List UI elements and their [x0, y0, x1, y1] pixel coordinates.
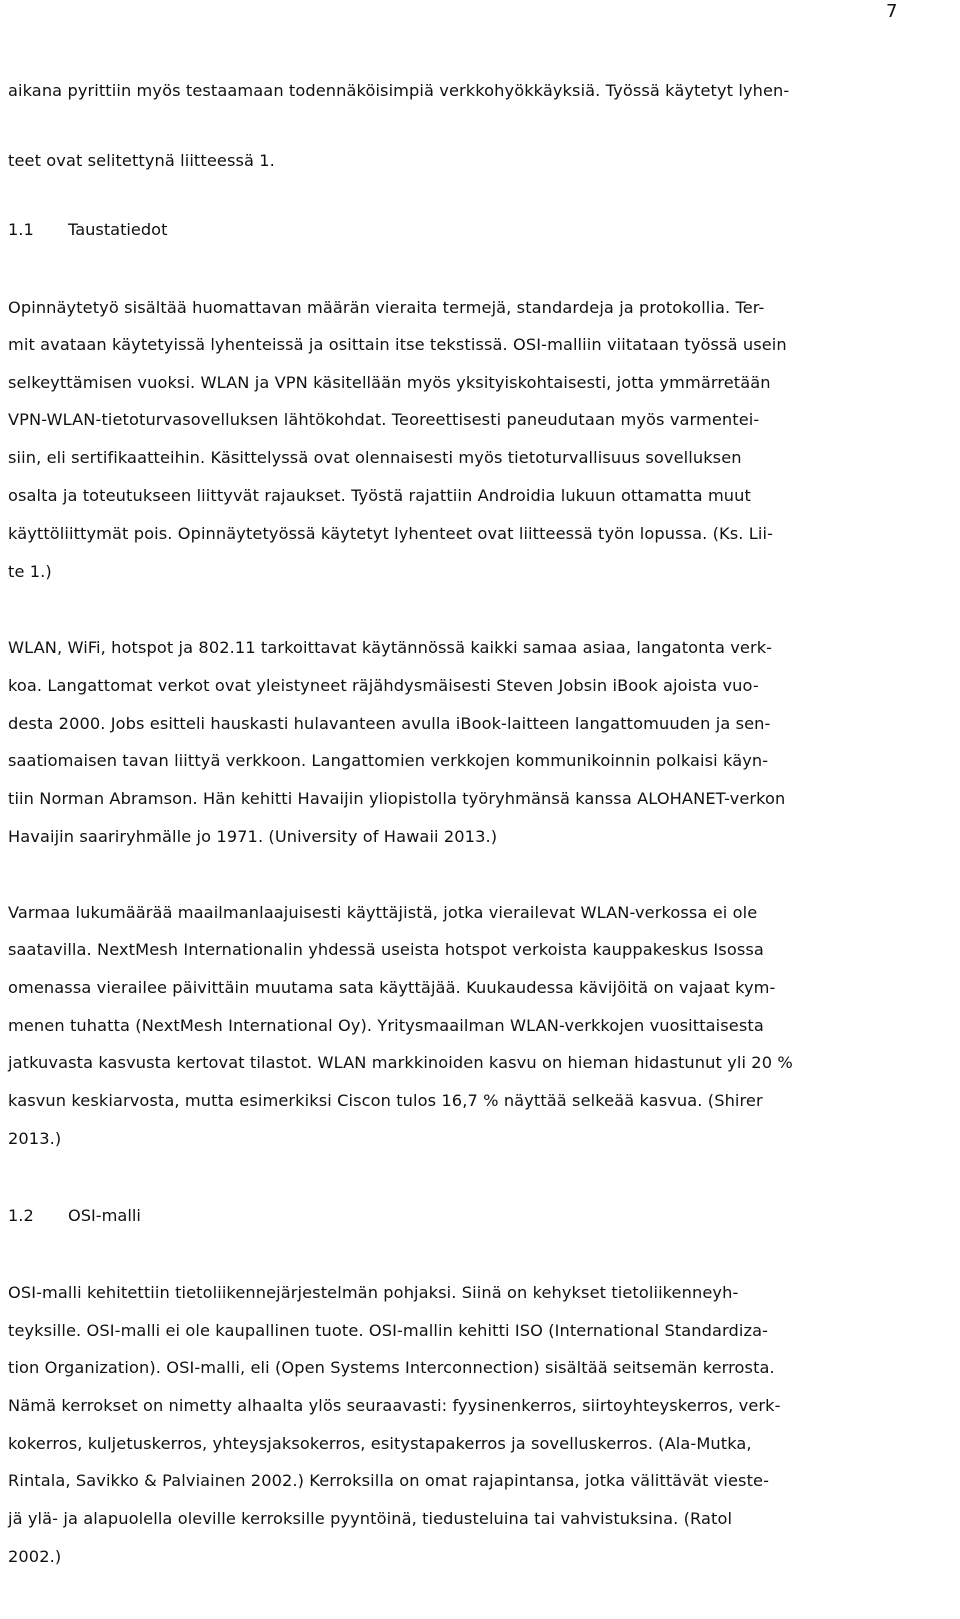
paragraph-line: siin, eli sertifikaatteihin. Käsittelyssä ovat olennaisesti myös tietoturvallisuus sovelluksen — [8, 448, 742, 467]
paragraph-line: 2002.) — [8, 1547, 62, 1566]
paragraph-line: Rintala, Savikko & Palviainen 2002.) Kerroksilla on omat rajapintansa, jotka välittävät vieste- — [8, 1471, 770, 1490]
section-title: Taustatiedot — [68, 220, 168, 239]
paragraph-line: tiin Norman Abramson. Hän kehitti Havaijin yliopistolla työryhmänsä kanssa ALOHANET-verkon — [8, 789, 786, 808]
paragraph-line: kokerros, kuljetuskerros, yhteysjaksokerros, esitystapakerros ja sovelluskerros. (Ala-Mutka, — [8, 1434, 752, 1453]
paragraph-line: OSI-malli kehitettiin tietoliikennejärjestelmän pohjaksi. Siinä on kehykset tietoliikenneyh- — [8, 1283, 739, 1302]
paragraph-line: Nämä kerrokset on nimetty alhaalta ylös seuraavasti: fyysinenkerros, siirtoyhteyskerros, verk- — [8, 1396, 781, 1415]
paragraph-line: desta 2000. Jobs esitteli hauskasti hulavanteen avulla iBook-laitteen langattomuuden ja sen- — [8, 714, 771, 733]
paragraph-line: 2013.) — [8, 1129, 62, 1148]
paragraph-line: tion Organization). OSI-malli, eli (Open Systems Interconnection) sisältää seitsemän kerrosta. — [8, 1358, 775, 1377]
section-number: 1.2 — [8, 1206, 34, 1225]
paragraph-line: te 1.) — [8, 562, 52, 581]
paragraph-line: Opinnäytetyö sisältää huomattavan määrän vieraita termejä, standardeja ja protokollia. Ter- — [8, 298, 765, 317]
paragraph-line: koa. Langattomat verkot ovat yleistyneet räjähdysmäisesti Steven Jobsin iBook ajoista vuo- — [8, 676, 759, 695]
paragraph-line: kasvun keskiarvosta, mutta esimerkiksi Ciscon tulos 16,7 % näyttää selkeää kasvua. (Shirer — [8, 1091, 763, 1110]
paragraph-line: aikana pyrittiin myös testaamaan todennäköisimpiä verkkohyökkäyksiä. Työssä käytetyt lyhen- — [8, 81, 790, 100]
paragraph-line: osalta ja toteutukseen liittyvät rajaukset. Työstä rajattiin Androidia lukuun ottamatta muut — [8, 486, 751, 505]
paragraph-line: omenassa vierailee päivittäin muutama sata käyttäjää. Kuukaudessa kävijöitä on vajaat kym- — [8, 978, 776, 997]
paragraph-line: Varmaa lukumäärää maailmanlaajuisesti käyttäjistä, jotka vierailevat WLAN-verkossa ei ole — [8, 903, 758, 922]
paragraph-line: Havaijin saariryhmälle jo 1971. (University of Hawaii 2013.) — [8, 827, 498, 846]
paragraph-line: teet ovat selitettynä liitteessä 1. — [8, 151, 275, 170]
paragraph-line: selkeyttämisen vuoksi. WLAN ja VPN käsitellään myös yksityiskohtaisesti, jotta ymmärretään — [8, 373, 771, 392]
section-heading — [8, 219, 167, 241]
paragraph-line: käyttöliittymät pois. Opinnäytetyössä käytetyt lyhenteet ovat liitteessä työn lopussa. (Ks. Lii- — [8, 524, 774, 543]
section-heading — [8, 1205, 141, 1227]
paragraph-line: saatiomaisen tavan liittyä verkkoon. Langattomien verkkojen kommunikoinnin polkaisi käyn- — [8, 751, 769, 770]
section-title: OSI-malli — [68, 1206, 141, 1225]
paragraph-line: saatavilla. NextMesh Internationalin yhdessä useista hotspot verkoista kauppakeskus Isossa — [8, 940, 764, 959]
paragraph-line: WLAN, WiFi, hotspot ja 802.11 tarkoittavat käytännössä kaikki samaa asiaa, langatonta verk- — [8, 638, 773, 657]
paragraph-line: VPN-WLAN-tietoturvasovelluksen lähtökohdat. Teoreettisesti paneudutaan myös varmentei- — [8, 410, 760, 429]
paragraph-line: mit avataan käytetyissä lyhenteissä ja osittain itse tekstissä. OSI-malliin viitataan työssä usein — [8, 335, 787, 354]
paragraph-line: menen tuhatta (NextMesh International Oy). Yritysmaailman WLAN-verkkojen vuosittaisesta — [8, 1016, 764, 1035]
paragraph-line: teyksille. OSI-malli ei ole kaupallinen tuote. OSI-mallin kehitti ISO (International Standardiza- — [8, 1321, 769, 1340]
paragraph-line: jatkuvasta kasvusta kertovat tilastot. WLAN markkinoiden kasvu on hieman hidastunut yli 20 % — [8, 1053, 793, 1072]
section-number: 1.1 — [8, 220, 34, 239]
paragraph-line: jä ylä- ja alapuolella oleville kerroksille pyyntöinä, tiedusteluina tai vahvistuksina. (Ratol — [8, 1509, 733, 1528]
page-number: 7 — [886, 1, 898, 22]
